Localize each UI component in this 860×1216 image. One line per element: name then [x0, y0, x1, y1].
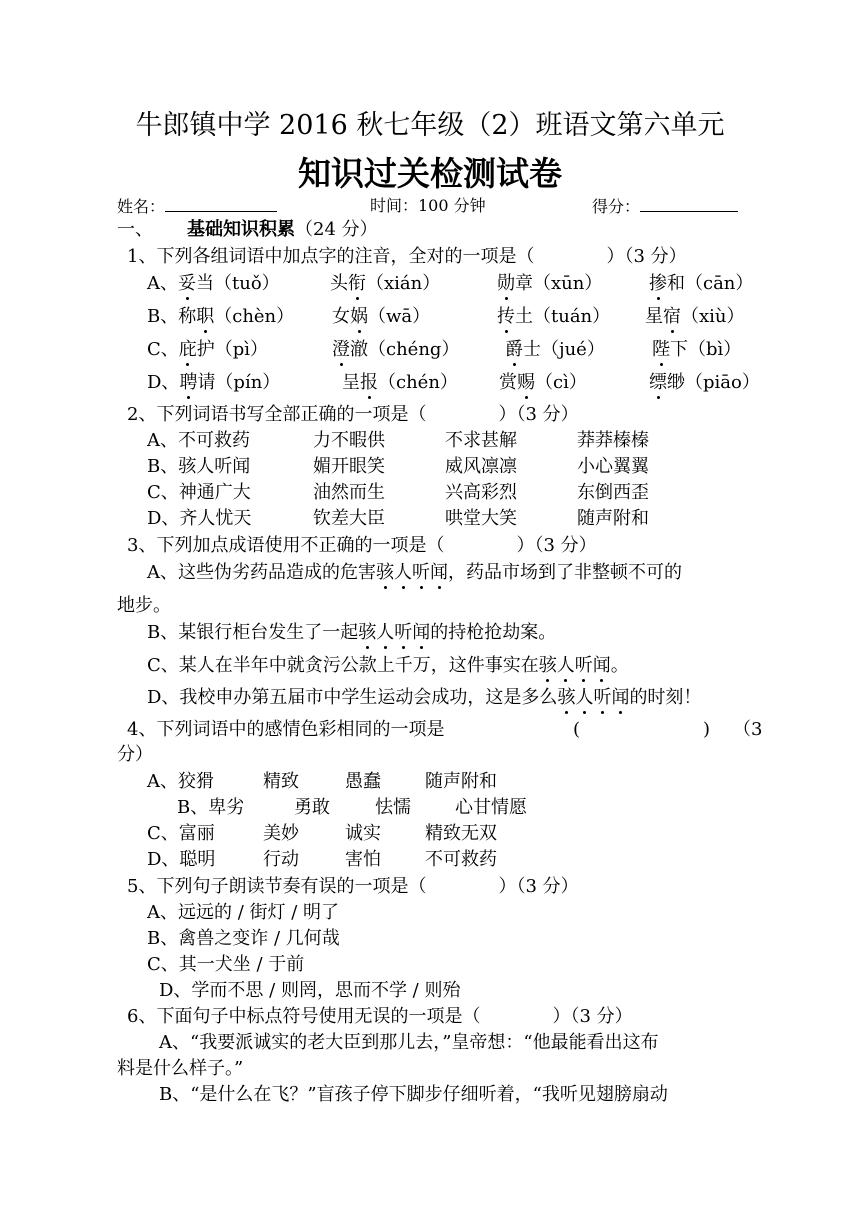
q2-word: 媚开眼笑 [313, 456, 385, 477]
section-points: （24 分） [295, 219, 378, 240]
q5-option-c: C、其一犬坐 / 于前 [147, 954, 305, 975]
q4-option-c: C、富丽 [147, 823, 215, 844]
score-label: 得分： [592, 197, 641, 216]
q4-word: 不可救药 [425, 849, 497, 870]
q1-word: 抟土（tuán） [497, 306, 611, 327]
q1-word: 女娲（wā） [332, 306, 431, 327]
q2-stem: 2、下列词语书写全部正确的一项是（ ）（3 分） [127, 404, 579, 425]
score-blank [640, 195, 738, 212]
q1-option-d: D、聘请（pín） [147, 372, 281, 393]
q5-option-a: A、远远的 / 街灯 / 明了 [147, 902, 340, 923]
q2-word: 油然而生 [313, 482, 385, 503]
q4-word: 诚实 [345, 823, 381, 844]
q5-option-d: D、学而不思 / 则罔，思而不学 / 则殆 [159, 980, 461, 1001]
q4-paren-open: ( [573, 719, 581, 740]
q2-word: 力不暇供 [313, 430, 385, 451]
q2-word: 莽莽榛榛 [577, 430, 649, 451]
q4-option-a: A、狡猾 [147, 771, 214, 792]
q1-word: 陛下（bì） [652, 339, 742, 360]
q5-option-b: B、禽兽之变诈 / 几何哉 [147, 928, 340, 949]
time-label: 时间：100 分钟 [370, 196, 486, 215]
q4-paren-close: ) [703, 719, 711, 740]
q4-word: 怯懦 [375, 797, 411, 818]
q4-word: 随声附和 [425, 771, 497, 792]
name-blank [165, 195, 277, 212]
q1-option-a: A、妥当（tuǒ） [147, 273, 280, 294]
score-field [592, 195, 738, 218]
q1-word: 掺和（cān） [649, 273, 754, 294]
q2-word: 东倒西歪 [577, 482, 649, 503]
section-heading [117, 218, 378, 242]
q2-word: 兴高彩烈 [445, 482, 517, 503]
q2-option-a: A、不可救药 [147, 430, 250, 451]
q1-stem: 1、下列各组词语中加点字的注音，全对的一项是（ ）（3 分） [127, 246, 687, 267]
exam-subtitle: 知识过关检测试卷 [298, 154, 562, 193]
q1-word: 呈报（chén） [342, 372, 458, 393]
q4-option-d: D、聪明 [147, 849, 216, 870]
q1-word: 勋章（xūn） [497, 273, 603, 294]
q4-word: 美妙 [263, 823, 299, 844]
q4-word: 勇敢 [294, 797, 330, 818]
q6-stem: 6、下面句子中标点符号使用无误的一项是（ ）（3 分） [127, 1006, 633, 1027]
q4-stem: 4、下列词语中的感情色彩相同的一项是 [127, 719, 445, 740]
q5-stem: 5、下列句子朗读节奏有误的一项是（ ）（3 分） [127, 876, 579, 897]
q1-word: 赏赐（cì） [499, 372, 587, 393]
q1-word: 星宿（xiù） [645, 306, 745, 327]
name-label: 姓名： [117, 197, 166, 216]
q2-option-d: D、齐人忧天 [147, 508, 252, 529]
q4-word: 愚蠢 [345, 771, 381, 792]
q6-option-a-cont: 料是什么样子。” [117, 1058, 244, 1079]
q4-points: （3 [733, 719, 763, 740]
q4-word: 精致 [263, 771, 299, 792]
exam-title: 牛郎镇中学 2016 秋七年级（2）班语文第六单元 [135, 110, 725, 141]
q4-word: 行动 [263, 849, 299, 870]
q4-word: 害怕 [345, 849, 381, 870]
q2-word: 哄堂大笑 [445, 508, 517, 529]
q2-word: 随声附和 [577, 508, 649, 529]
name-field [117, 195, 277, 218]
q3-stem: 3、下列加点成语使用不正确的一项是（ ）（3 分） [127, 535, 597, 556]
q4-word: 心甘情愿 [455, 797, 527, 818]
q2-option-c: C、神通广大 [147, 482, 251, 503]
section-number: 一、 [117, 219, 153, 240]
q4-word: 精致无双 [425, 823, 497, 844]
section-title: 基础知识积累 [187, 219, 295, 240]
q2-word: 威风凛凛 [445, 456, 517, 477]
q4-points-cont: 分） [117, 744, 153, 765]
q1-option-c: C、庇护（pì） [147, 339, 269, 360]
q2-option-b: B、骇人听闻 [147, 456, 251, 477]
q6-option-a: A、“我要派诚实的老大臣到那儿去，”皇帝想：“他最能看出这布 [159, 1032, 659, 1053]
q2-word: 小心翼翼 [577, 456, 649, 477]
q1-option-b: B、称职（chèn） [147, 306, 295, 327]
q3-option-a: A、这些伪劣药品造成的危害骇人听闻，药品市场到了非整顿不可的 [147, 562, 682, 583]
q1-word: 爵士（jué） [505, 339, 605, 360]
q3-option-b: B、某银行柜台发生了一起骇人听闻的持枪抢劫案。 [147, 622, 557, 643]
q4-option-b: B、卑劣 [177, 797, 245, 818]
q6-option-b: B、“是什么在飞？”盲孩子停下脚步仔细听着，“我听见翅膀扇动 [159, 1084, 668, 1105]
q1-word: 澄澈（chéng） [332, 339, 460, 360]
q3-option-a-cont: 地步。 [117, 595, 171, 616]
q2-word: 不求甚解 [445, 430, 517, 451]
q3-option-c: C、某人在半年中就贪污公款上千万，这件事实在骇人听闻。 [147, 655, 629, 676]
q2-word: 钦差大臣 [313, 508, 385, 529]
q1-word: 头衔（xián） [330, 273, 441, 294]
q1-word: 缥缈（piāo） [649, 372, 760, 393]
q3-option-d: D、我校申办第五届市中学生运动会成功，这是多么骇人听闻的时刻！ [147, 687, 702, 708]
